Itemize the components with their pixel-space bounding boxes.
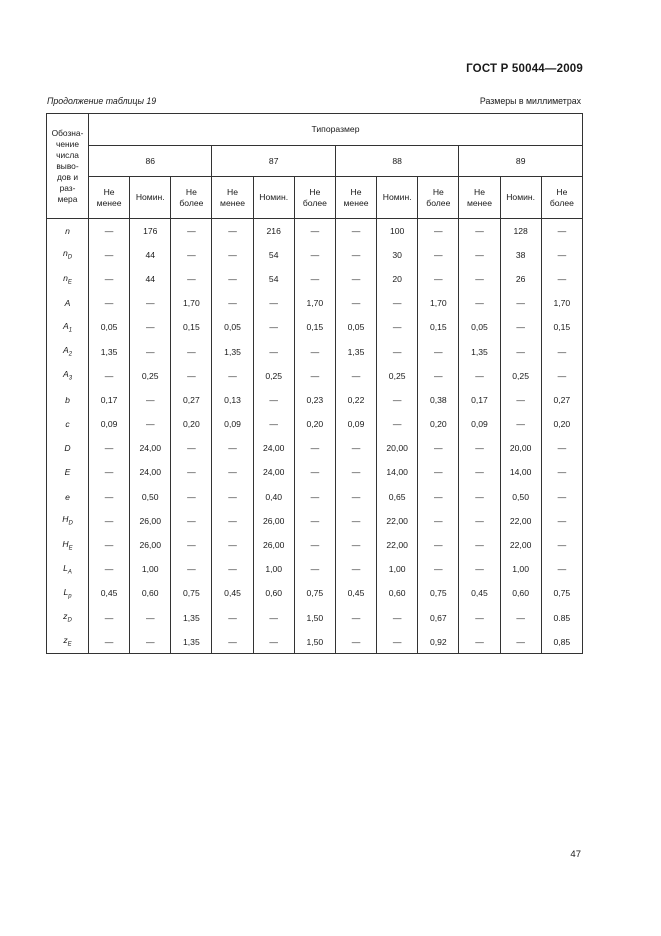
table-row [47, 339, 583, 363]
value-cell: — [418, 243, 459, 267]
value-cell: 0,25 [130, 364, 171, 388]
value-cell: — [89, 533, 130, 557]
value-cell: — [459, 533, 500, 557]
value-cell: — [335, 364, 376, 388]
value-cell: — [418, 364, 459, 388]
value-cell: 0,92 [418, 630, 459, 654]
value-cell: — [500, 315, 541, 339]
value-cell: — [335, 509, 376, 533]
value-cell: 176 [130, 219, 171, 243]
table-row [47, 460, 583, 484]
parameter-symbol: $A_3$ [47, 364, 89, 388]
size-header: 87 [212, 146, 335, 177]
value-cell: 0,50 [500, 485, 541, 509]
value-cell: — [294, 339, 335, 363]
value-cell: 22,00 [377, 509, 418, 533]
value-cell: — [171, 557, 212, 581]
table-row [47, 219, 583, 243]
size-header-row [47, 146, 583, 177]
value-cell: 0,20 [171, 412, 212, 436]
value-cell: — [171, 436, 212, 460]
value-cell: 38 [500, 243, 541, 267]
value-cell: — [294, 557, 335, 581]
value-cell: — [377, 315, 418, 339]
value-cell: — [130, 339, 171, 363]
value-cell: — [459, 243, 500, 267]
value-cell: 0.85 [541, 606, 582, 630]
value-cell: — [171, 485, 212, 509]
value-cell: — [541, 339, 582, 363]
value-cell: — [171, 339, 212, 363]
value-cell: 26,00 [130, 533, 171, 557]
value-cell: — [89, 460, 130, 484]
value-cell: — [418, 339, 459, 363]
value-cell: 0,75 [541, 581, 582, 605]
value-cell: 0,20 [541, 412, 582, 436]
value-cell: 44 [130, 267, 171, 291]
value-cell: 0,20 [294, 412, 335, 436]
value-cell: — [212, 557, 253, 581]
value-cell: 54 [253, 243, 294, 267]
value-cell: — [89, 291, 130, 315]
value-cell: 0,75 [418, 581, 459, 605]
value-cell: 0,09 [89, 412, 130, 436]
parameter-symbol: $A_1$ [47, 315, 89, 339]
value-cell: — [541, 436, 582, 460]
parameter-symbol: $L_A$ [47, 557, 89, 581]
table-header [47, 114, 583, 219]
value-cell: — [500, 412, 541, 436]
value-cell: — [130, 388, 171, 412]
value-cell: — [171, 267, 212, 291]
value-cell: 1,50 [294, 606, 335, 630]
parameter-symbol: $L_p$ [47, 581, 89, 605]
value-cell: — [377, 388, 418, 412]
value-cell: — [89, 364, 130, 388]
value-cell: 0,75 [294, 581, 335, 605]
value-cell: — [253, 291, 294, 315]
value-cell: — [89, 219, 130, 243]
value-cell: — [335, 630, 376, 654]
value-cell: — [418, 485, 459, 509]
value-cell: 0,60 [253, 581, 294, 605]
value-cell: 1,00 [500, 557, 541, 581]
subheader-cell: Не более [294, 177, 335, 219]
value-cell: — [294, 364, 335, 388]
value-cell: — [294, 485, 335, 509]
value-cell: 0,60 [500, 581, 541, 605]
table-row [47, 606, 583, 630]
table-row [47, 315, 583, 339]
value-cell: 1,70 [418, 291, 459, 315]
subheader-cell: Номин. [377, 177, 418, 219]
parameter-symbol: n [47, 219, 89, 243]
value-cell: — [459, 436, 500, 460]
value-cell: — [500, 388, 541, 412]
value-cell: — [335, 243, 376, 267]
value-cell: 0,15 [294, 315, 335, 339]
value-cell: 14,00 [500, 460, 541, 484]
value-cell: 26,00 [253, 509, 294, 533]
units-caption: Размеры в миллиметрах [479, 96, 581, 106]
subheader-cell: Номин. [253, 177, 294, 219]
table-row [47, 243, 583, 267]
value-cell: — [459, 630, 500, 654]
value-cell: — [335, 606, 376, 630]
value-cell: 20,00 [377, 436, 418, 460]
value-cell: 1,00 [130, 557, 171, 581]
value-cell: 0,50 [130, 485, 171, 509]
subheader-cell: Не менее [459, 177, 500, 219]
value-cell: 22,00 [377, 533, 418, 557]
value-cell: — [541, 267, 582, 291]
value-cell: — [459, 291, 500, 315]
table-row [47, 364, 583, 388]
value-cell: — [500, 291, 541, 315]
value-cell: — [377, 606, 418, 630]
value-cell: 0,45 [459, 581, 500, 605]
value-cell: — [459, 485, 500, 509]
value-cell: — [335, 291, 376, 315]
table-row [47, 485, 583, 509]
value-cell: 24,00 [253, 436, 294, 460]
value-cell: — [418, 509, 459, 533]
value-cell: 0,40 [253, 485, 294, 509]
size-header: 88 [335, 146, 458, 177]
value-cell: 0,85 [541, 630, 582, 654]
value-cell: 0,45 [335, 581, 376, 605]
value-cell: 0,27 [541, 388, 582, 412]
value-cell: — [253, 315, 294, 339]
value-cell: 1,70 [294, 291, 335, 315]
table-body [47, 219, 583, 654]
value-cell: — [418, 460, 459, 484]
value-cell: 0,75 [171, 581, 212, 605]
value-cell: 0,25 [500, 364, 541, 388]
value-cell: 0,25 [377, 364, 418, 388]
value-cell: — [171, 460, 212, 484]
value-cell: 0,05 [335, 315, 376, 339]
value-cell: — [294, 243, 335, 267]
value-cell: 1,50 [294, 630, 335, 654]
value-cell: — [212, 509, 253, 533]
value-cell: — [89, 485, 130, 509]
value-cell: 1,35 [171, 606, 212, 630]
value-cell: 216 [253, 219, 294, 243]
value-cell: 1,35 [335, 339, 376, 363]
parameter-symbol: A [47, 291, 89, 315]
value-cell: — [253, 630, 294, 654]
value-cell: — [541, 485, 582, 509]
value-cell: — [541, 557, 582, 581]
value-cell: — [130, 606, 171, 630]
subheader-cell: Не более [541, 177, 582, 219]
value-cell: — [294, 219, 335, 243]
value-cell: 14,00 [377, 460, 418, 484]
parameter-symbol: $z_E$ [47, 630, 89, 654]
parameter-symbol: b [47, 388, 89, 412]
value-cell: 0,67 [418, 606, 459, 630]
value-cell: — [212, 606, 253, 630]
value-cell: — [294, 533, 335, 557]
value-cell: — [541, 364, 582, 388]
value-cell: 1,70 [541, 291, 582, 315]
value-cell: — [418, 533, 459, 557]
value-cell: 1,35 [89, 339, 130, 363]
value-cell: — [89, 557, 130, 581]
document-code: ГОСТ Р 50044—2009 [466, 63, 583, 75]
value-cell: — [335, 557, 376, 581]
table-row [47, 533, 583, 557]
size-header: 86 [89, 146, 212, 177]
subheader-cell: Номин. [130, 177, 171, 219]
parameter-symbol: D [47, 436, 89, 460]
subheader-cell: Не менее [89, 177, 130, 219]
dimensions-table [46, 113, 583, 654]
parameter-symbol: e [47, 485, 89, 509]
value-cell: — [418, 267, 459, 291]
value-cell: 20 [377, 267, 418, 291]
value-cell: — [253, 606, 294, 630]
value-cell: — [89, 606, 130, 630]
value-cell: 0,25 [253, 364, 294, 388]
value-cell: — [212, 436, 253, 460]
value-cell: 26 [500, 267, 541, 291]
value-cell: — [500, 630, 541, 654]
value-cell: 0,17 [89, 388, 130, 412]
value-cell: — [130, 630, 171, 654]
value-cell: 0,05 [459, 315, 500, 339]
parameter-symbol: E [47, 460, 89, 484]
value-cell: — [212, 485, 253, 509]
value-cell: 0,60 [130, 581, 171, 605]
value-cell: — [500, 606, 541, 630]
table-row [47, 509, 583, 533]
value-cell: 1,00 [253, 557, 294, 581]
value-cell: — [335, 533, 376, 557]
value-cell: 0,09 [335, 412, 376, 436]
table-row [47, 436, 583, 460]
value-cell: 0,05 [212, 315, 253, 339]
parameter-symbol: $n_D$ [47, 243, 89, 267]
value-cell: — [212, 243, 253, 267]
value-cell: — [335, 219, 376, 243]
value-cell: — [459, 364, 500, 388]
value-cell: — [377, 339, 418, 363]
value-cell: — [212, 291, 253, 315]
value-cell: — [541, 219, 582, 243]
designation-header: Обозна- чение числа выво- дов и раз- мера [47, 114, 89, 219]
value-cell: — [418, 436, 459, 460]
value-cell: — [171, 364, 212, 388]
value-cell: 0,13 [212, 388, 253, 412]
value-cell: 26,00 [253, 533, 294, 557]
value-cell: — [541, 243, 582, 267]
value-cell: 1,35 [171, 630, 212, 654]
value-cell: 30 [377, 243, 418, 267]
subheader-cell: Номин. [500, 177, 541, 219]
value-cell: 0,60 [377, 581, 418, 605]
value-cell: 1,35 [212, 339, 253, 363]
value-cell: 0,45 [212, 581, 253, 605]
value-cell: 0,38 [418, 388, 459, 412]
value-cell: 24,00 [130, 460, 171, 484]
value-cell: 128 [500, 219, 541, 243]
value-cell: — [459, 267, 500, 291]
value-cell: 44 [130, 243, 171, 267]
value-cell: 24,00 [253, 460, 294, 484]
value-cell: 1,70 [171, 291, 212, 315]
parameter-symbol: $n_E$ [47, 267, 89, 291]
value-cell: — [335, 460, 376, 484]
value-cell: — [541, 509, 582, 533]
value-cell: 0,27 [171, 388, 212, 412]
value-cell: — [294, 436, 335, 460]
value-cell: — [459, 509, 500, 533]
table-row [47, 630, 583, 654]
value-cell: — [89, 243, 130, 267]
value-cell: — [212, 364, 253, 388]
value-cell: — [212, 219, 253, 243]
value-cell: — [500, 339, 541, 363]
value-cell: — [294, 509, 335, 533]
value-cell: — [459, 606, 500, 630]
value-cell: 0,22 [335, 388, 376, 412]
parameter-symbol: $A_2$ [47, 339, 89, 363]
value-cell: — [171, 509, 212, 533]
value-cell: 0,45 [89, 581, 130, 605]
value-cell: — [335, 436, 376, 460]
subheader-cell: Не более [418, 177, 459, 219]
value-cell: — [212, 630, 253, 654]
value-cell: — [541, 460, 582, 484]
table-row [47, 557, 583, 581]
value-cell: 0,15 [418, 315, 459, 339]
table-row [47, 581, 583, 605]
value-cell: — [541, 533, 582, 557]
value-cell: — [418, 557, 459, 581]
value-cell: 24,00 [130, 436, 171, 460]
value-cell: 22,00 [500, 509, 541, 533]
parameter-symbol: c [47, 412, 89, 436]
value-cell: 0,05 [89, 315, 130, 339]
subheader-cell: Не менее [335, 177, 376, 219]
value-cell: 0,17 [459, 388, 500, 412]
subheader-row [47, 177, 583, 219]
page-number: 47 [570, 849, 581, 860]
value-cell: 22,00 [500, 533, 541, 557]
value-cell: 26,00 [130, 509, 171, 533]
table-row [47, 412, 583, 436]
type-size-header: Типоразмер [89, 114, 583, 146]
value-cell: 0,09 [459, 412, 500, 436]
value-cell: — [130, 412, 171, 436]
value-cell: — [130, 291, 171, 315]
value-cell: — [171, 219, 212, 243]
value-cell: — [294, 460, 335, 484]
value-cell: — [253, 412, 294, 436]
table-row [47, 388, 583, 412]
value-cell: — [89, 630, 130, 654]
value-cell: — [459, 557, 500, 581]
value-cell: — [377, 412, 418, 436]
value-cell: — [212, 460, 253, 484]
value-cell: — [377, 291, 418, 315]
value-cell: — [418, 219, 459, 243]
value-cell: — [89, 509, 130, 533]
value-cell: — [459, 460, 500, 484]
value-cell: — [89, 436, 130, 460]
parameter-symbol: $H_D$ [47, 509, 89, 533]
value-cell: 0,15 [541, 315, 582, 339]
value-cell: — [130, 315, 171, 339]
value-cell: 0,15 [171, 315, 212, 339]
value-cell: — [253, 388, 294, 412]
value-cell: — [171, 533, 212, 557]
value-cell: 100 [377, 219, 418, 243]
size-header: 89 [459, 146, 583, 177]
subheader-cell: Не более [171, 177, 212, 219]
value-cell: — [253, 339, 294, 363]
value-cell: — [335, 267, 376, 291]
value-cell: 20,00 [500, 436, 541, 460]
value-cell: 1,35 [459, 339, 500, 363]
value-cell: — [459, 219, 500, 243]
value-cell: 0,20 [418, 412, 459, 436]
value-cell: 54 [253, 267, 294, 291]
value-cell: 0,09 [212, 412, 253, 436]
value-cell: — [212, 533, 253, 557]
value-cell: — [89, 267, 130, 291]
value-cell: 0,65 [377, 485, 418, 509]
table-continuation-caption: Продолжение таблицы 19 [47, 96, 157, 106]
table-row [47, 291, 583, 315]
value-cell: 0,23 [294, 388, 335, 412]
parameter-symbol: $z_D$ [47, 606, 89, 630]
value-cell: — [212, 267, 253, 291]
value-cell: — [294, 267, 335, 291]
value-cell: 1,00 [377, 557, 418, 581]
parameter-symbol: $H_E$ [47, 533, 89, 557]
value-cell: — [335, 485, 376, 509]
value-cell: — [377, 630, 418, 654]
value-cell: — [171, 243, 212, 267]
subheader-cell: Не менее [212, 177, 253, 219]
table-row [47, 267, 583, 291]
